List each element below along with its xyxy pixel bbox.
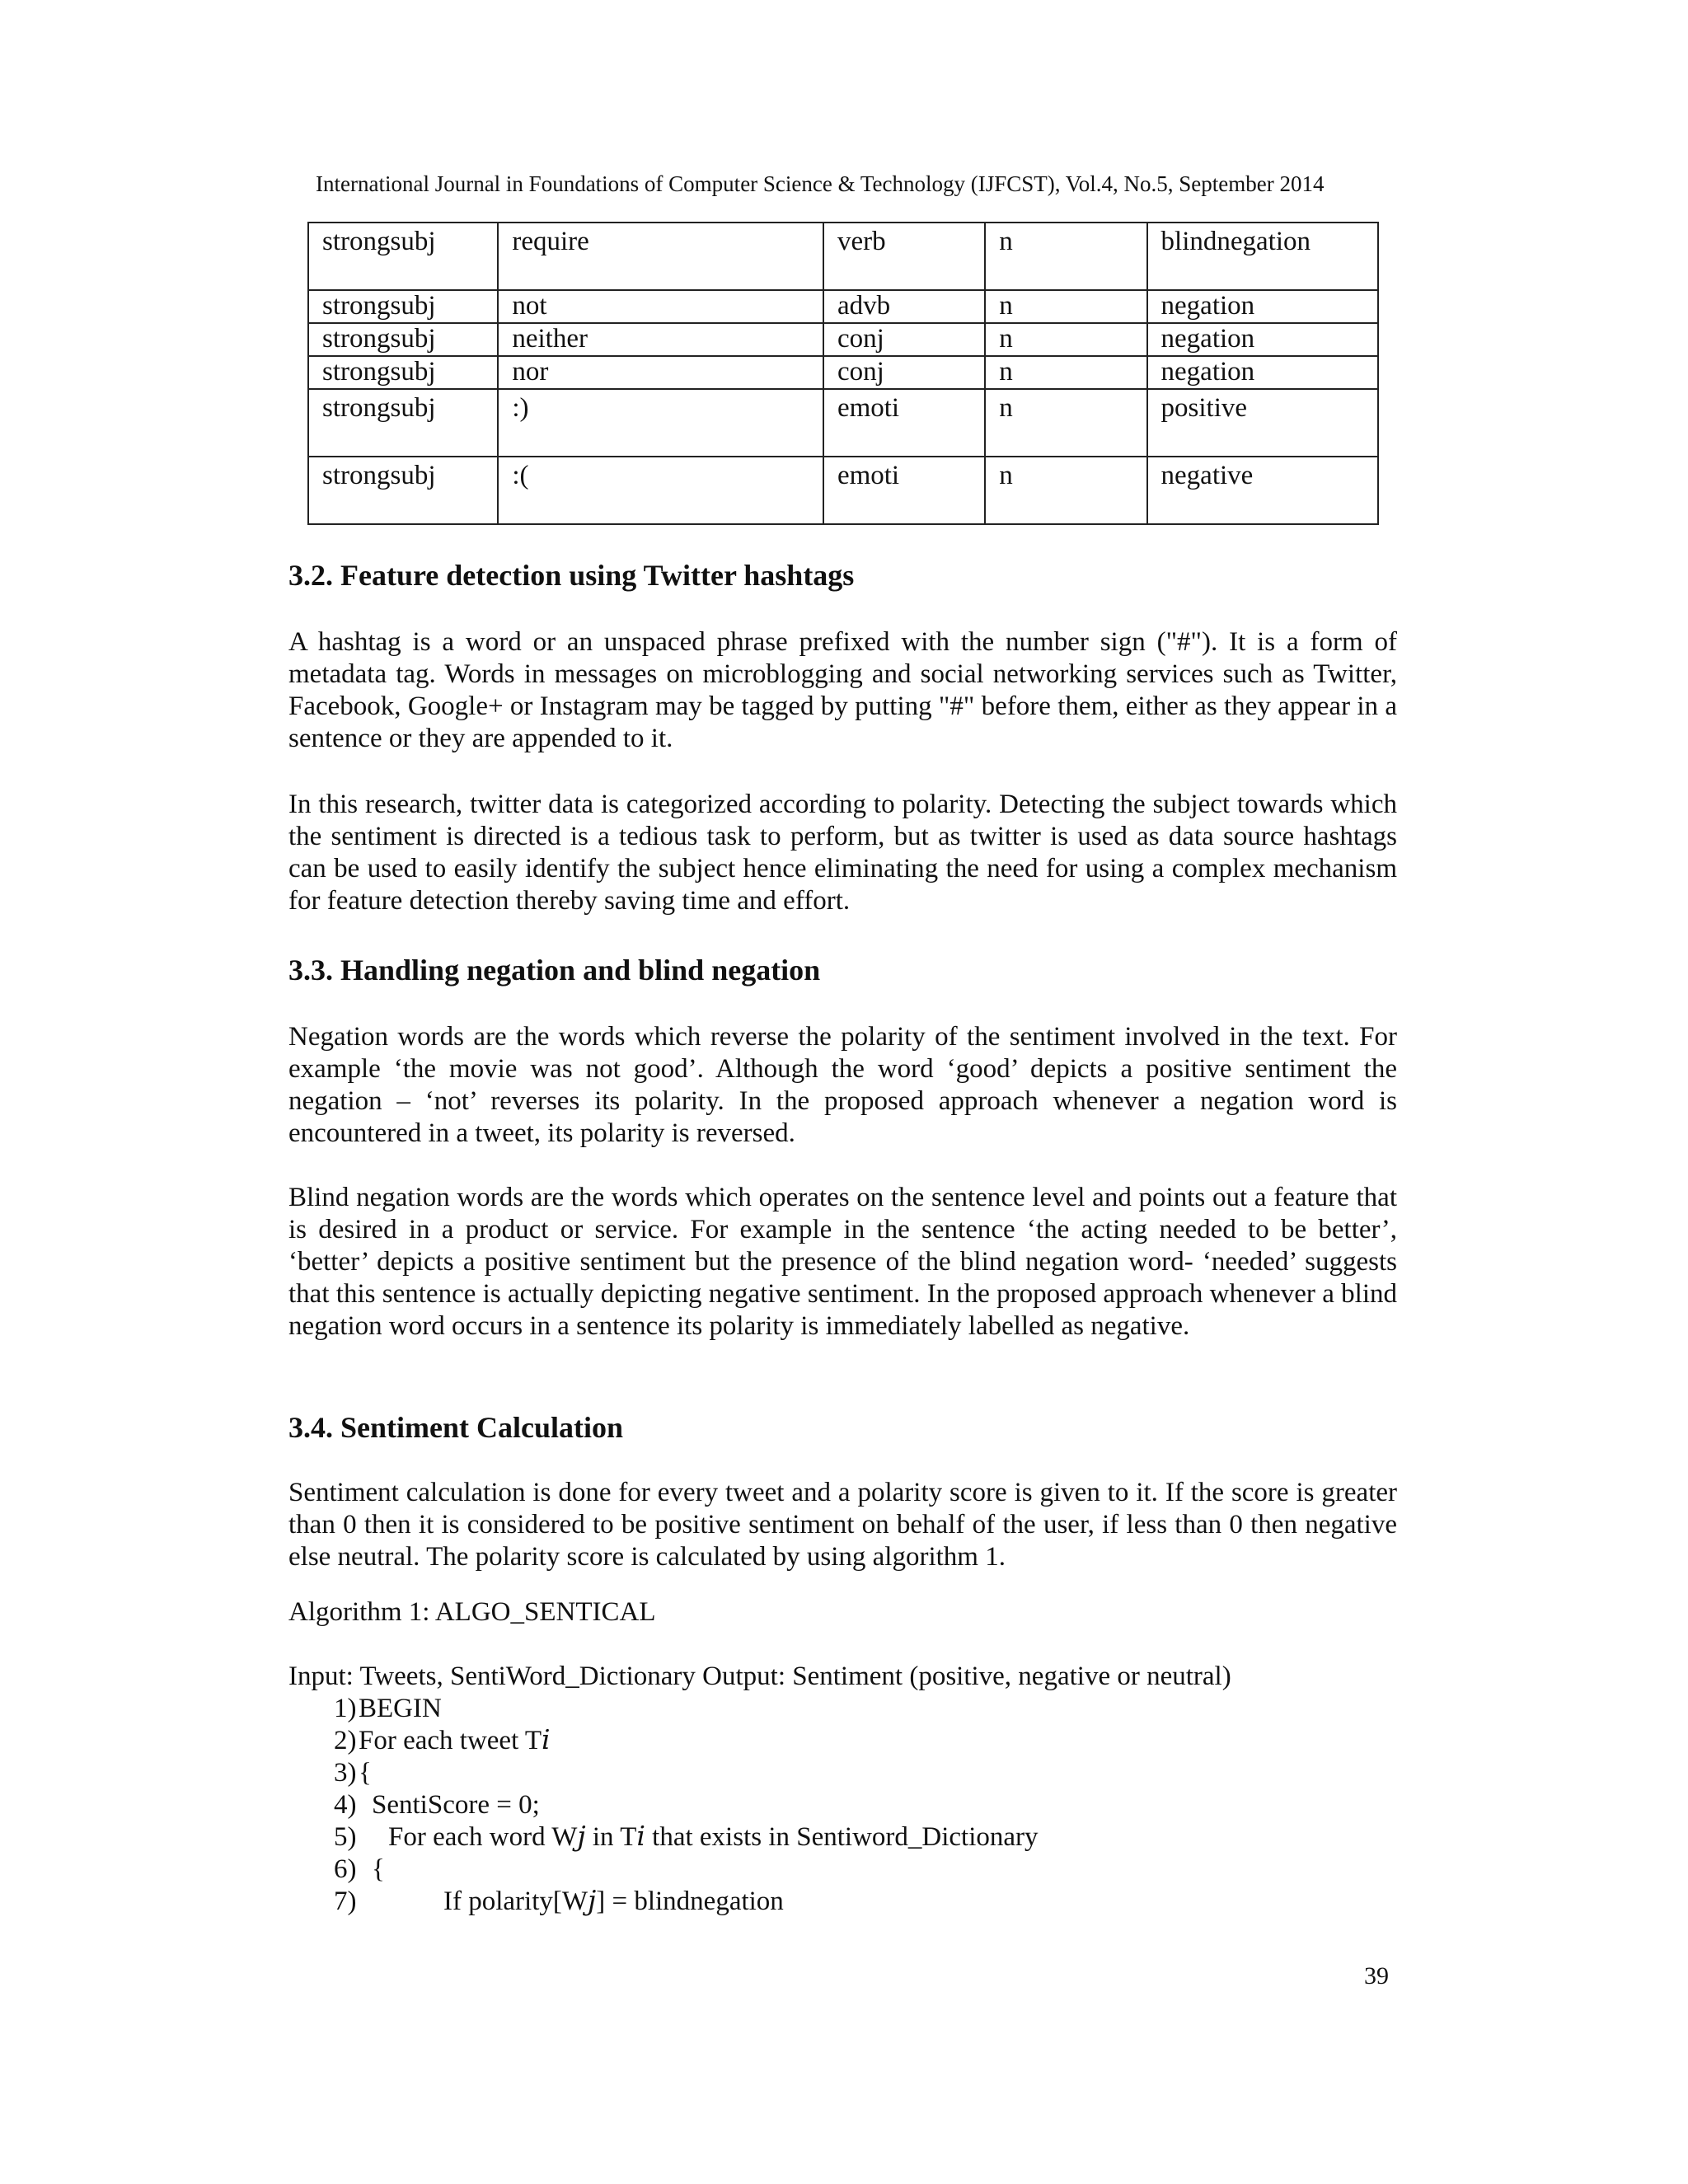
table-row	[308, 223, 1378, 290]
table-cell: strongsubj	[308, 323, 498, 356]
table-cell: strongsubj	[308, 356, 498, 389]
section-heading-3-4: 3.4. Sentiment Calculation	[288, 1411, 624, 1444]
table-cell: strongsubj	[308, 290, 498, 323]
paragraph: Negation words are the words which reverse the polarity of the sentiment involved in the text. For example ‘the movie was not good’. Although the word ‘good’ depicts a positive sentiment the negation – ‘not’ reverses its polarity. In the proposed approach whenever a negation word is encountered in a tweet, its polarity is reversed.	[288, 1022, 1397, 1148]
algorithm-step: 2)For each tweet T𝑖	[334, 1726, 551, 1755]
table-cell: strongsubj	[308, 389, 498, 457]
table-cell: :)	[498, 389, 823, 457]
table-cell: n	[985, 290, 1146, 323]
table-cell: :(	[498, 457, 823, 524]
algorithm-step: 1)BEGIN	[334, 1694, 442, 1723]
table-row	[308, 389, 1378, 457]
table-cell: n	[985, 323, 1146, 356]
algorithm-step: 7) If polarity[W𝑗] = blindnegation	[334, 1886, 784, 1916]
paragraph: A hashtag is a word or an unspaced phrase prefixed with the number sign ("#"). It is a form of metadata tag. Words in messages on microblogging and social networking services such as Twitter, Facebook, Google+ or Instagram may be tagged by putting "#" before them, either as they appear in a sentence or they are appended to it.	[288, 627, 1397, 753]
table-cell: conj	[823, 323, 985, 356]
paragraph: In this research, twitter data is categorized according to polarity. Detecting the subject towards which the sentiment is directed is a tedious task to perform, but as twitter is used as data source hashtags can be used to easily identify the subject hence eliminating the need for using a complex mechanism for feature detection thereby saving time and effort.	[288, 790, 1397, 916]
table-cell: nor	[498, 356, 823, 389]
paragraph: Blind negation words are the words which operates on the sentence level and points out a feature that is desired in a product or service. For example in the sentence ‘the acting needed to be better’, ‘better’ depicts a positive sentiment but the presence of the blind negation word- ‘needed’ suggests that this sentence is actually depicting negative sentiment. In the proposed approach whenever a blind negation word occurs in a sentence its polarity is immediately labelled as negative.	[288, 1183, 1397, 1341]
table-row	[308, 457, 1378, 524]
table-cell: n	[985, 389, 1146, 457]
table-cell: n	[985, 457, 1146, 524]
table-row	[308, 356, 1378, 389]
algorithm-step: 5) For each word W𝑗 in T𝑖 that exists in Sentiword_Dictionary	[334, 1822, 1039, 1852]
algorithm-step: 4) SentiScore = 0;	[334, 1790, 540, 1820]
table-cell: negative	[1147, 457, 1378, 524]
table-cell: emoti	[823, 389, 985, 457]
table-cell: negation	[1147, 290, 1378, 323]
table-row	[308, 290, 1378, 323]
table-cell: blindnegation	[1147, 223, 1378, 290]
algorithm-step: 3){	[334, 1758, 372, 1788]
section-heading-3-3: 3.3. Handling negation and blind negation	[288, 954, 821, 987]
section-heading-3-2: 3.2. Feature detection using Twitter hashtags	[288, 559, 855, 592]
table-cell: verb	[823, 223, 985, 290]
table-cell: negation	[1147, 356, 1378, 389]
table-cell: n	[985, 356, 1146, 389]
table-cell: n	[985, 223, 1146, 290]
journal-header: International Journal in Foundations of Computer Science & Technology (IJFCST), Vol.4, No.5, September 2014	[316, 171, 1325, 196]
paragraph: Sentiment calculation is done for every tweet and a polarity score is given to it. If the score is greater than 0 then it is considered to be positive sentiment on behalf of the user, if less than 0 then negative else neutral. The polarity score is calculated by using algorithm 1.	[288, 1478, 1397, 1572]
table-cell: positive	[1147, 389, 1378, 457]
table-cell: conj	[823, 356, 985, 389]
algorithm-title: Algorithm 1: ALGO_SENTICAL	[288, 1597, 656, 1627]
table-cell: strongsubj	[308, 457, 498, 524]
table-cell: not	[498, 290, 823, 323]
page-number: 39	[1364, 1962, 1389, 1990]
table-cell: advb	[823, 290, 985, 323]
table-cell: strongsubj	[308, 223, 498, 290]
table-cell: require	[498, 223, 823, 290]
algorithm-io: Input: Tweets, SentiWord_Dictionary Output: Sentiment (positive, negative or neutral)	[288, 1661, 1231, 1691]
algorithm-step: 6) {	[334, 1854, 385, 1884]
table-row	[308, 323, 1378, 356]
table-cell: negation	[1147, 323, 1378, 356]
sentiword-dictionary-table	[307, 222, 1379, 525]
table-cell: neither	[498, 323, 823, 356]
table-cell: emoti	[823, 457, 985, 524]
